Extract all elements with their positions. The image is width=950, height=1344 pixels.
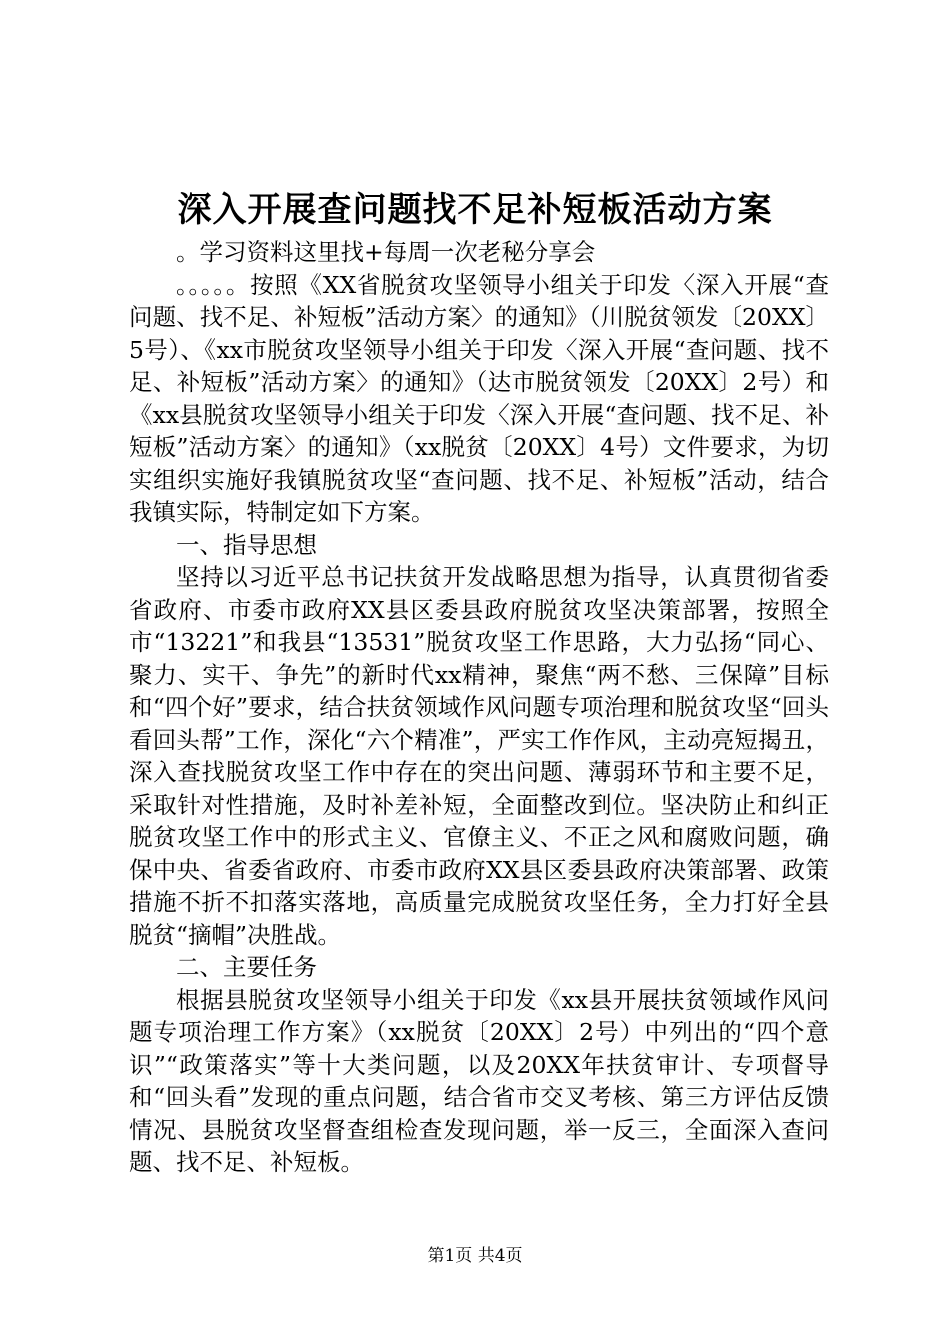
document-body [129,236,829,1179]
page-footer: 第1页 共4页 [427,1246,523,1266]
intro-note: 。学习资料这里找+每周一次老秘分享会 [176,238,596,266]
section-heading-guiding-thought: 一、指导思想 [176,530,317,559]
section-heading-main-tasks: 二、主要任务 [176,953,317,981]
paragraph-intro: 。。。。。按照《XX省脱贫攻坚领导小组关于印发〈深入开展“查问题、找不足、补短板”活动方案〉的通知》（川脱贫领发〔20XX〕5号）、《xx市脱贫攻坚领导小组关于印发〈深入开展“查问题、找不足、补短板”活动方案〉的通知》（达市脱贫领发〔20XX〕2号）和《xx县脱贫攻坚领导小组关于印发〈深入开展“查问题、找不足、补短板”活动方案〉的通知》（xx脱贫〔20XX〕4号）文件要求，为切实组织实施好我镇脱贫攻坚“查问题、找不足、补短板”活动，结合我镇实际，特制定如下方案。 [129,270,829,526]
section-text-main-tasks: 根据县脱贫攻坚领导小组关于印发《xx县开展扶贫领域作风问题专项治理工作方案》（xx脱贫〔20XX〕2号）中列出的“四个意识”“政策落实”等十大类问题，以及20XX年扶贫审计、专项督导和“回头看”发现的重点问题，结合省市交叉考核、第三方评估反馈情况、县脱贫攻坚督查组检查发现问题，举一反三，全面深入查问题、找不足、补短板。 [129,985,829,1176]
section-text-guiding-thought: 坚持以习近平总书记扶贫开发战略思想为指导，认真贯彻省委省政府、市委市政府XX县区委县政府脱贫攻坚决策部署，按照全市“13221”和我县“13531”脱贫攻坚工作思路，大力弘扬“同心、聚力、实干、争先”的新时代xx精神，聚焦“两不愁、三保障”目标和“四个好”要求，结合扶贫领域作风问题专项治理和脱贫攻坚“回头看回头帮”工作，深化“六个精准”，严实工作作风，主动亮短揭丑，深入查找脱贫攻坚工作中存在的突出问题、薄弱环节和主要不足，采取针对性措施，及时补差补短，全面整改到位。坚决防止和纠正脱贫攻坚工作中的形式主义、官僚主义、不正之风和腐败问题，确保中央、省委省政府、市委市政府XX县区委县政府决策部署、政策措施不折不扣落实落地，高质量完成脱贫攻坚任务，全力打好全县脱贫“摘帽”决胜战。 [129,563,829,949]
document-title: 深入开展查问题找不足补短板活动方案 [177,190,773,230]
